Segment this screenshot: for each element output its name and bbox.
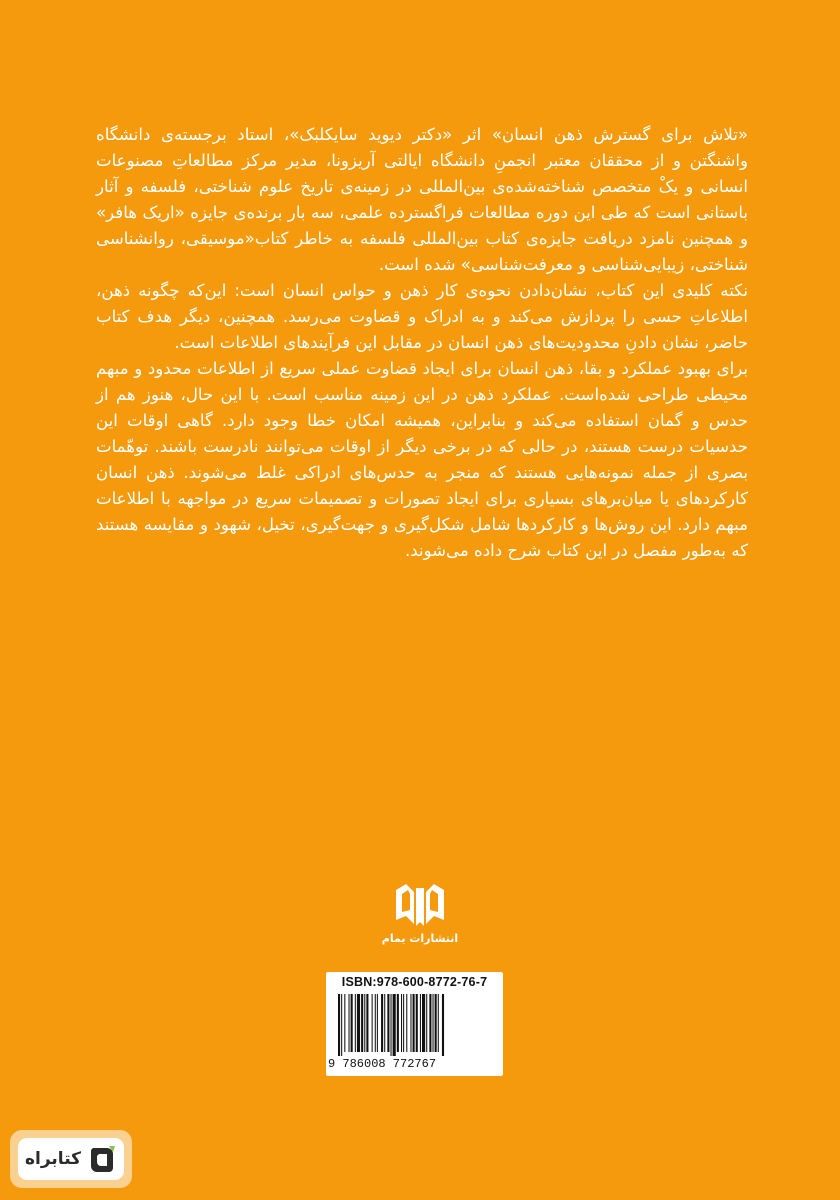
- back-cover-blurb: [96, 122, 748, 564]
- isbn-barcode: [326, 972, 503, 1076]
- publisher-emblem-icon: [392, 880, 448, 930]
- publisher-name: انتشارات یمام: [381, 932, 459, 945]
- ketabrah-badge: [18, 1138, 124, 1180]
- ketabrah-logo-icon: [87, 1144, 117, 1174]
- blurb-paragraph-3: برای بهبود عملکرد و بقا، ذهن انسان برای ایجاد قضاوت عملی سریع از اطلاعات محدود و مبهم محیطی طراحی شده‌است. عملکرد ذهن در این زمینه مناسب است. با این حال، هنوز هم از حدس و گمان استفاده می‌کند و بنابراین، همیشه امکان خطا وجود دارد. گاهی اوقات این حدسیات درست هستند، در حالی که در برخی دیگر از اوقات می‌توانند نادرست باشند. توهّمات بصری از جمله نمونه‌هایی هستند که منجر به حدس‌های ادراکی غلط می‌شوند. ذهن انسان کارکردهای یا میان‌برهای بسیاری برای ایجاد تصورات و تصمیمات سریع در مواجهه با اطلاعات مبهم دارد. این روش‌ها و کارکردها شامل شکل‌گیری و جهت‌گیری، تخیل، شهود و مقایسه هستند که به‌طور مفصل در این کتاب شرح داده می‌شوند.: [96, 359, 748, 560]
- ketabrah-label: کتابراه: [24, 1149, 82, 1169]
- isbn-number: ISBN:978-600-8772-76-7: [341, 975, 488, 989]
- barcode-bars: [336, 994, 496, 1056]
- ketabrah-watermark: [10, 1130, 132, 1188]
- blurb-paragraph-1: «تلاش برای گسترش ذهن انسان» اثر «دکتر دیوید سایکلبک»، استاد برجسته‌ی دانشگاه واشنگتن و از محققان معتبر انجمنِ دانشگاه ایالتی آریزونا، مدیر مرکز مطالعاتِ مصنوعات انسانی و یکْ متخصص شناخته‌شده‌ی بین‌المللی در زمینه‌ی تاریخ علوم شناختی، فلسفه و آثار باستانی است که طی این دوره مطالعات فراگسترده علمی، سه بار برنده‌ی جایزه «اریک هافر» و همچنین نامزد دریافت جایزه‌ی کتاب بین‌المللی فلسفه به خاطر کتاب«موسیقی، روانشناسی شناختی، زیبایی‌شناسی و معرفت‌شناسی» شده است.: [96, 125, 748, 274]
- publisher-logo: [370, 880, 470, 945]
- barcode-digits: 9 786008 772767: [328, 1057, 437, 1071]
- blurb-paragraph-2: نکته کلیدی این کتاب، نشان‌دادن نحوه‌ی کار ذهن و حواس انسان است: این‌که چگونه ذهن، اطلاعاتِ حسی را پردازش می‌کند و به ادراک و قضاوت می‌رسد. همچنین، دیگر هدف کتاب حاضر، نشان دادنِ محدودیت‌های ذهن انسان در مقابل این فرآیندهای اطلاعات است.: [96, 281, 748, 352]
